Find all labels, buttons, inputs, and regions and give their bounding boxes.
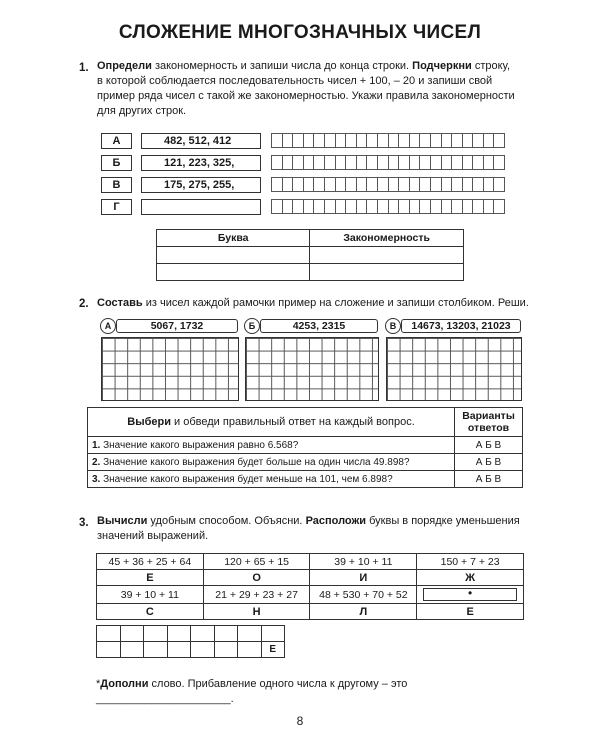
row-value-box: 175, 275, 255, <box>141 177 261 193</box>
questions-header: Выбери и обведи правильный ответ на каждый вопрос. <box>88 408 455 437</box>
expr-o: 120 + 65 + 15 <box>203 554 310 570</box>
row-letter-box: Б <box>101 155 132 171</box>
row-letter-box: Г <box>101 199 132 215</box>
word-cell[interactable] <box>120 642 144 658</box>
expr-n: 21 + 29 + 23 + 27 <box>203 586 310 604</box>
word-cells <box>96 625 285 658</box>
task1-number: 1. <box>79 62 89 74</box>
word-cell[interactable] <box>261 626 285 642</box>
expr-e: 45 + 36 + 25 + 64 <box>97 554 204 570</box>
row-letter-box: А <box>101 133 132 149</box>
task3-text: Вычисли удобным способом. Объясни. Расположи буквы в порядке уменьшения значений выражений. <box>97 515 520 542</box>
pattern-cell[interactable] <box>157 264 310 281</box>
question-1: 1. Значение какого выражения равно 6.568? <box>88 437 455 454</box>
word-cell[interactable] <box>214 642 238 658</box>
letter-i: И <box>310 570 417 586</box>
expr-l: 48 + 530 + 70 + 52 <box>310 586 417 604</box>
answer-cell[interactable] <box>493 199 505 214</box>
expressions-table <box>96 553 524 620</box>
pattern-cell[interactable] <box>157 247 310 264</box>
expr-zh: 150 + 7 + 23 <box>417 554 524 570</box>
word-cell[interactable] <box>167 626 191 642</box>
frame-value-box: 14673, 13203, 21023 <box>401 319 521 333</box>
answers-3[interactable]: А Б В <box>455 471 523 488</box>
row-answer-cells[interactable] <box>272 199 505 214</box>
col-pattern-header: Закономерность <box>310 230 464 247</box>
variants-header: Варианты ответов <box>455 408 523 437</box>
row-value-box <box>141 199 261 215</box>
word-cell-last: Е <box>261 642 285 658</box>
letter-n: Н <box>203 604 310 620</box>
word-cell[interactable] <box>238 642 262 658</box>
expr-i: 39 + 10 + 11 <box>310 554 417 570</box>
frame-value-box: 4253, 2315 <box>260 319 378 333</box>
answers-2[interactable]: А Б В <box>455 454 523 471</box>
word-cell[interactable] <box>167 642 191 658</box>
task2-text: Составь из чисел каждой рамочки пример на сложение и запиши столбиком. Реши. <box>97 297 529 309</box>
word-cell[interactable] <box>144 642 168 658</box>
frame-letter-circle: В <box>385 318 401 334</box>
answers-1[interactable]: А Б В <box>455 437 523 454</box>
word-cell[interactable] <box>144 626 168 642</box>
frame-letter-circle: Б <box>244 318 260 334</box>
row-answer-cells[interactable] <box>272 155 505 170</box>
word-cell[interactable] <box>97 642 121 658</box>
word-cell[interactable] <box>214 626 238 642</box>
column-grid[interactable] <box>101 337 239 401</box>
row-answer-cells[interactable] <box>272 177 505 192</box>
word-cell[interactable] <box>97 626 121 642</box>
page-number: 8 <box>296 714 304 728</box>
expr-e-blank[interactable]: • <box>417 586 524 604</box>
task3-number: 3. <box>79 517 89 529</box>
answer-cell[interactable] <box>493 177 505 192</box>
answer-cell[interactable] <box>493 155 505 170</box>
letter-s: С <box>97 604 204 620</box>
question-3: 3. Значение какого выражения будет меньше на 101, чем 6.898? <box>88 471 455 488</box>
task1-text: Определи закономерность и запиши числа до конца строки. Подчеркни строку, в которой соблюдается последовательность чисел + 100, – 20 и запиши свой пример ряда чисел с такой же закономерностью. Укажи правила закономерности для других строк. <box>97 60 515 117</box>
column-grid[interactable] <box>386 337 522 401</box>
word-cell[interactable] <box>120 626 144 642</box>
answer-cell[interactable] <box>493 133 505 148</box>
question-2: 2. Значение какого выражения будет больше на один числа 49.898? <box>88 454 455 471</box>
expr-s: 39 + 10 + 11 <box>97 586 204 604</box>
pattern-cell[interactable] <box>310 264 464 281</box>
pattern-table <box>156 229 464 281</box>
letter-o: О <box>203 570 310 586</box>
footer-note: *Дополни слово. Прибавление одного числа к другому – это ______________________. <box>96 678 408 705</box>
letter-e2: Е <box>417 604 524 620</box>
pattern-cell[interactable] <box>310 247 464 264</box>
word-cell[interactable] <box>191 642 215 658</box>
col-letter-header: Буква <box>157 230 310 247</box>
row-answer-cells[interactable] <box>272 133 505 148</box>
column-grid[interactable] <box>245 337 379 401</box>
word-cell[interactable] <box>191 626 215 642</box>
questions-table <box>87 407 523 488</box>
word-cell[interactable] <box>238 626 262 642</box>
letter-e: Е <box>97 570 204 586</box>
letter-zh: Ж <box>417 570 524 586</box>
row-value-box: 121, 223, 325, <box>141 155 261 171</box>
page-title: СЛОЖЕНИЕ МНОГОЗНАЧНЫХ ЧИСЕЛ <box>118 22 482 43</box>
frame-letter-circle: А <box>100 318 116 334</box>
task2-number: 2. <box>79 298 89 310</box>
row-value-box: 482, 512, 412 <box>141 133 261 149</box>
letter-l: Л <box>310 604 417 620</box>
row-letter-box: В <box>101 177 132 193</box>
frame-value-box: 5067, 1732 <box>116 319 238 333</box>
